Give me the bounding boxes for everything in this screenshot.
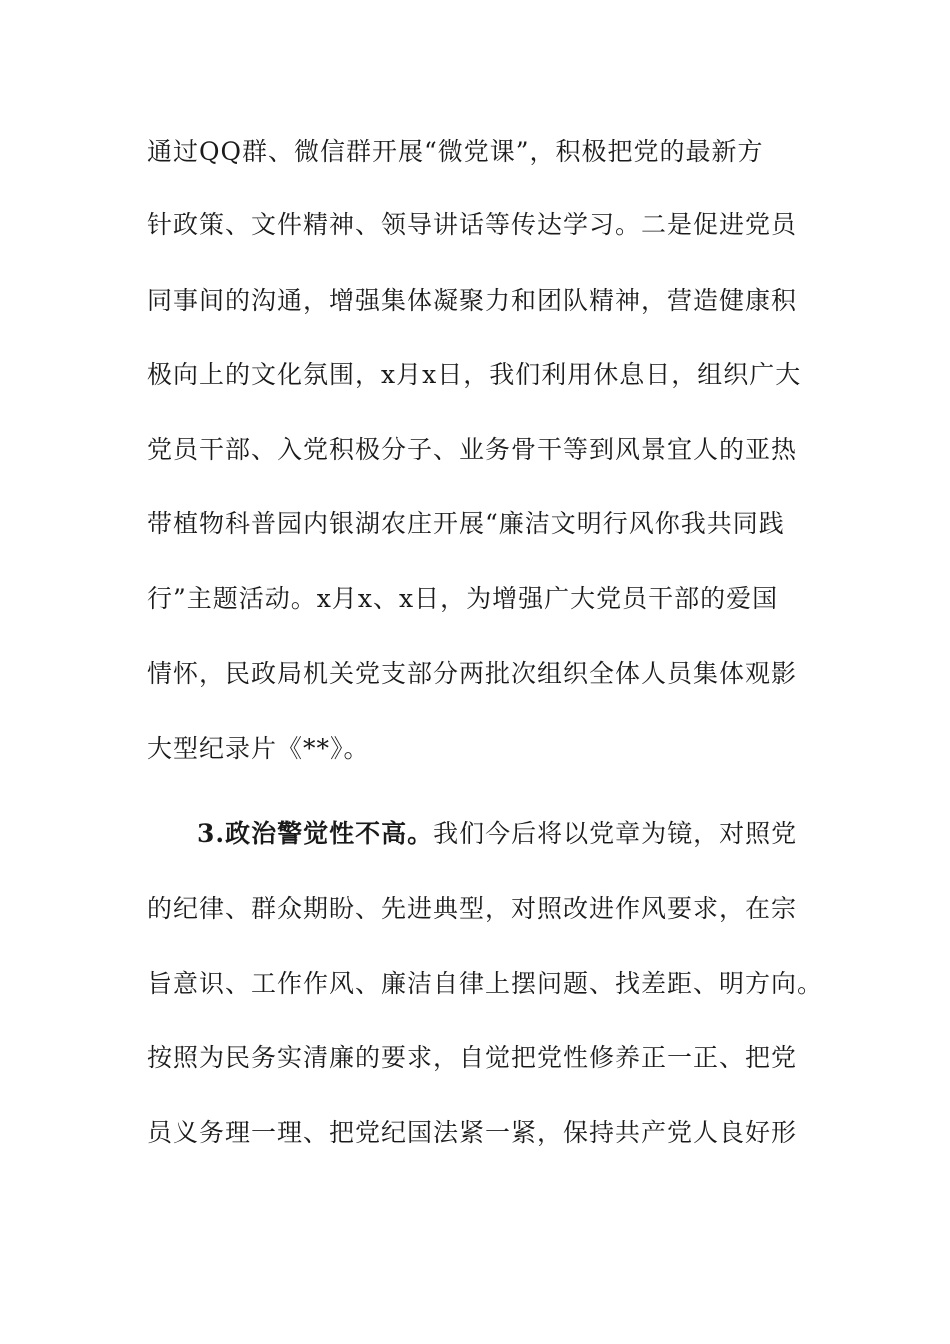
paragraph-line: 针政策、文件精神、领导讲话等传达学习。二是促进党员 bbox=[147, 210, 798, 239]
paragraph-line: 大型纪录片《**》。 bbox=[147, 734, 370, 763]
paragraph-line: 带植物科普园内银湖农庄开展“廉洁文明行风你我共同践 bbox=[147, 509, 785, 538]
paragraph-line: 极向上的文化氛围，x月x日，我们利用休息日，组织广大 bbox=[147, 360, 802, 389]
section-3-first-line-text: 我们今后将以党章为镜，对照党 bbox=[433, 819, 798, 848]
section-3-heading: 3.政治警觉性不高。 bbox=[197, 819, 434, 848]
paragraph-line: 按照为民务实清廉的要求，自觉把党性修养正一正、把党 bbox=[147, 1043, 798, 1072]
paragraph-line: 行”主题活动。x月x、x日，为增强广大党员干部的爱国 bbox=[147, 584, 779, 613]
section-3-first-line bbox=[197, 818, 827, 850]
paragraph-line: 通过QQ群、微信群开展“微党课”，积极把党的最新方 bbox=[147, 137, 764, 166]
paragraph-line: 员义务理一理、把党纪国法紧一紧，保持共产党人良好形 bbox=[147, 1118, 798, 1147]
paragraph-line: 同事间的沟通，增强集体凝聚力和团队精神，营造健康积 bbox=[147, 286, 798, 315]
paragraph-line: 的纪律、群众期盼、先进典型，对照改进作风要求，在宗 bbox=[147, 894, 798, 923]
paragraph-line: 情怀，民政局机关党支部分两批次组织全体人员集体观影 bbox=[147, 659, 798, 688]
paragraph-line: 党员干部、入党积极分子、业务骨干等到风景宜人的亚热 bbox=[147, 435, 798, 464]
paragraph-line: 旨意识、工作作风、廉洁自律上摆问题、找差距、明方向。 bbox=[147, 969, 824, 998]
